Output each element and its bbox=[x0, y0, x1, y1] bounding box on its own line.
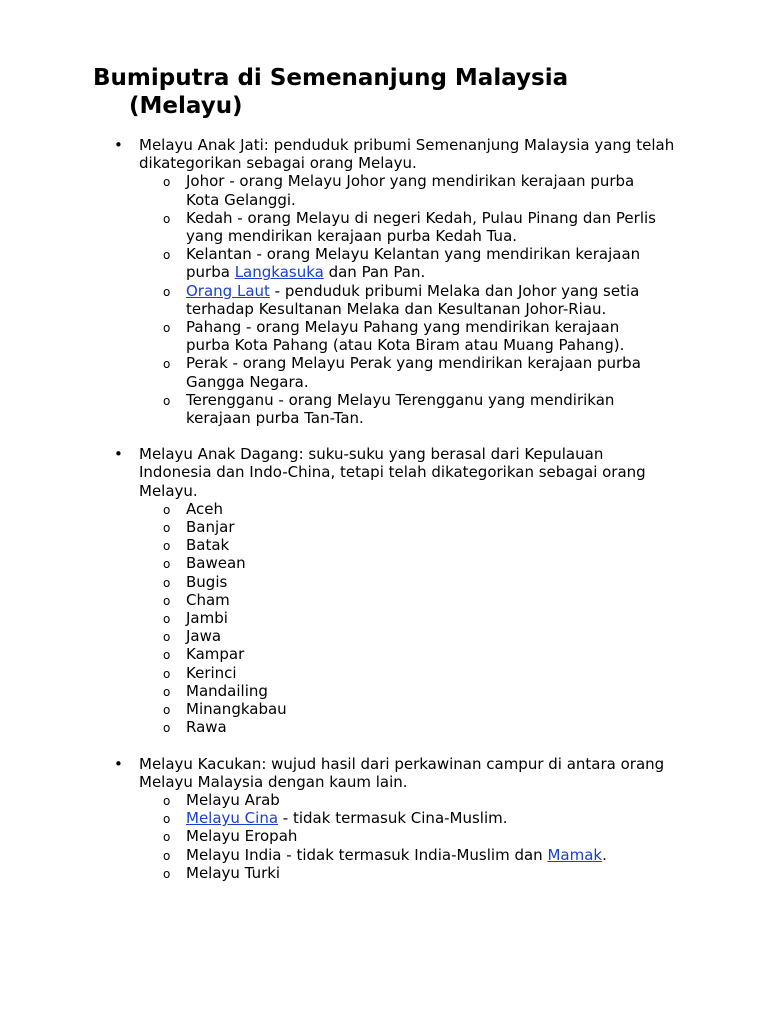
list-item bbox=[163, 681, 666, 700]
list-item bbox=[163, 718, 666, 737]
circle-bullet-icon: o bbox=[163, 666, 171, 681]
list-item bbox=[163, 609, 666, 628]
list-item bbox=[163, 809, 666, 828]
list-item bbox=[163, 281, 666, 318]
circle-bullet-icon: o bbox=[163, 357, 171, 372]
list-item-text: Johor - orang Melayu Johor yang mendirikan kerajaan purba Kota Gelanggi. bbox=[186, 172, 635, 209]
bullet-icon: • bbox=[114, 754, 123, 773]
list-item-text-after-link: - penduduk pribumi Melaka dan Johor yang setia terhadap Kesultanan Melaka dan Kesultanan Johor-Riau. bbox=[186, 281, 640, 318]
list-item-text: Pahang - orang Melayu Pahang yang mendirikan kerajaan purba Kota Pahang (atau Kota Biram atau Muang Pahang). bbox=[186, 318, 625, 355]
sub-list bbox=[0, 791, 768, 882]
list-item bbox=[163, 245, 666, 282]
bullet-icon: • bbox=[114, 136, 123, 154]
list-item-text: Bawean bbox=[186, 554, 246, 573]
list-item bbox=[163, 590, 666, 609]
list-item bbox=[163, 208, 666, 246]
section-heading-text: Melayu Anak Dagang: suku-suku yang berasal dari Kepulauan Indonesia dan Indo-China, tetapi telah dikategorikan sebagai orang Melayu. bbox=[139, 445, 646, 500]
circle-bullet-icon: o bbox=[163, 684, 171, 699]
circle-bullet-icon: o bbox=[163, 793, 171, 808]
circle-bullet-icon: o bbox=[163, 321, 171, 336]
list-item-text: Kelantan - orang Melayu Kelantan yang mendirikan kerajaan purba bbox=[186, 245, 641, 282]
list-section bbox=[0, 445, 768, 736]
bullet-icon: • bbox=[114, 445, 123, 464]
circle-bullet-icon: o bbox=[163, 830, 171, 845]
list-item-text: Kampar bbox=[186, 645, 245, 664]
section-heading-text: Melayu Anak Jati: penduduk pribumi Semenanjung Malaysia yang telah dikategorikan sebagai orang Melayu. bbox=[139, 136, 675, 173]
list-item-text: Bugis bbox=[186, 572, 228, 591]
list-item-text: Melayu India - tidak termasuk India-Muslim dan bbox=[186, 845, 548, 864]
list-item-text: Rawa bbox=[186, 718, 227, 737]
list-item-text: Aceh bbox=[186, 499, 223, 518]
circle-bullet-icon: o bbox=[163, 721, 171, 736]
circle-bullet-icon: o bbox=[163, 648, 171, 663]
circle-bullet-icon: o bbox=[163, 521, 171, 536]
page-title bbox=[93, 64, 693, 120]
list-item bbox=[163, 390, 666, 428]
list-item-text: Batak bbox=[186, 536, 230, 555]
document-body bbox=[0, 136, 768, 882]
list-item-text: Kedah - orang Melayu di negeri Kedah, Pulau Pinang dan Perlis yang mendirikan kerajaan purba Kedah Tua. bbox=[186, 208, 656, 246]
circle-bullet-icon: o bbox=[163, 539, 171, 554]
circle-bullet-icon: o bbox=[163, 812, 171, 827]
hyperlink[interactable]: Mamak bbox=[547, 845, 603, 864]
circle-bullet-icon: o bbox=[163, 284, 171, 299]
circle-bullet-icon: o bbox=[163, 175, 171, 190]
list-item bbox=[163, 845, 666, 864]
list-item bbox=[163, 554, 666, 573]
section-heading-text: Melayu Kacukan: wujud hasil dari perkawinan campur di antara orang Melayu Malaysia dengan kaum lain. bbox=[139, 754, 665, 791]
sub-list bbox=[0, 500, 768, 737]
circle-bullet-icon: o bbox=[163, 703, 171, 718]
circle-bullet-icon: o bbox=[163, 393, 171, 408]
list-item bbox=[163, 172, 666, 209]
list-item bbox=[163, 318, 666, 355]
list-item bbox=[163, 790, 666, 809]
list-section bbox=[0, 136, 768, 427]
list-item bbox=[163, 627, 666, 646]
list-item-text: Jawa bbox=[186, 627, 222, 646]
list-item-text: Jambi bbox=[186, 609, 228, 628]
list-item-text: Mandailing bbox=[186, 681, 268, 700]
list-item bbox=[163, 499, 666, 518]
list-item-text: Cham bbox=[186, 590, 230, 609]
list-item-text: Melayu Arab bbox=[186, 790, 280, 809]
list-item-text: Melayu Eropah bbox=[186, 827, 298, 846]
circle-bullet-icon: o bbox=[163, 866, 171, 881]
sub-list bbox=[0, 172, 768, 427]
page-title-line1: Bumiputra di Semenanjung Malaysia bbox=[93, 65, 569, 91]
list-item-text-after-link: . bbox=[602, 845, 607, 864]
list-item bbox=[163, 572, 666, 591]
list-item-text-after-link: dan Pan Pan. bbox=[323, 263, 426, 282]
circle-bullet-icon: o bbox=[163, 248, 171, 263]
list-item bbox=[163, 700, 666, 719]
circle-bullet-icon: o bbox=[163, 557, 171, 572]
list-item bbox=[163, 863, 666, 882]
list-item-text: Minangkabau bbox=[186, 700, 287, 719]
list-item-text: Melayu Turki bbox=[186, 863, 281, 882]
hyperlink[interactable]: Melayu Cina bbox=[186, 809, 279, 828]
list-item-text: Perak - orang Melayu Perak yang mendirikan kerajaan purba Gangga Negara. bbox=[186, 354, 641, 391]
hyperlink[interactable]: Orang Laut bbox=[186, 281, 270, 300]
list-item-text: Kerinci bbox=[186, 663, 237, 682]
list-item bbox=[163, 645, 666, 664]
list-section bbox=[0, 755, 768, 882]
circle-bullet-icon: o bbox=[163, 593, 171, 608]
circle-bullet-icon: o bbox=[163, 211, 171, 226]
list-item-text-after-link: - tidak termasuk Cina-Muslim. bbox=[278, 809, 508, 828]
list-item-text: Terengganu - orang Melayu Terengganu yang mendirikan kerajaan purba Tan-Tan. bbox=[186, 390, 615, 428]
circle-bullet-icon: o bbox=[163, 848, 171, 863]
circle-bullet-icon: o bbox=[163, 502, 171, 517]
list-item bbox=[163, 354, 666, 391]
circle-bullet-icon: o bbox=[163, 612, 171, 627]
list-item-text: Banjar bbox=[186, 518, 235, 537]
list-item bbox=[163, 663, 666, 682]
page-title-line2: (Melayu) bbox=[129, 93, 243, 119]
list-item bbox=[163, 518, 666, 537]
hyperlink[interactable]: Langkasuka bbox=[234, 263, 324, 282]
list-item bbox=[163, 827, 666, 846]
circle-bullet-icon: o bbox=[163, 630, 171, 645]
list-item bbox=[163, 536, 666, 555]
circle-bullet-icon: o bbox=[163, 575, 171, 590]
